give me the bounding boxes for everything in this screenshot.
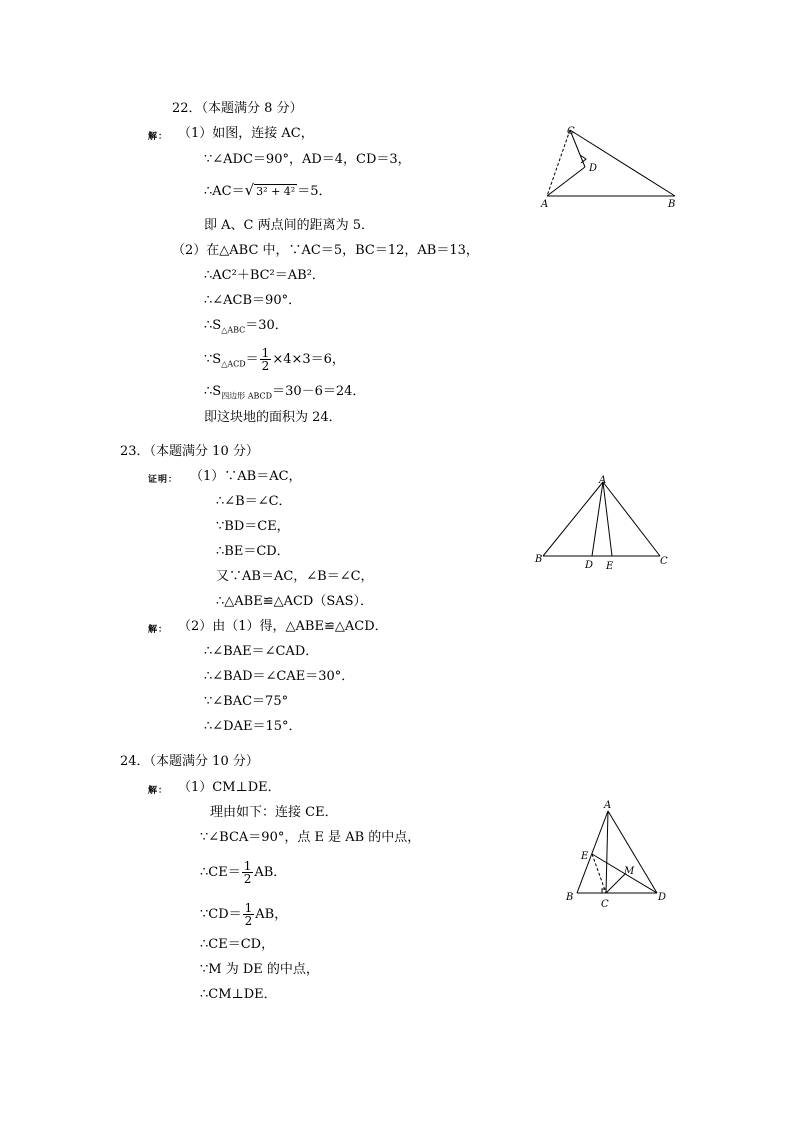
q23-line-8: ∴∠BAE＝∠CAD．: [204, 644, 319, 659]
q23-line-5: 又∵AB＝AC，∠B＝∠C，: [216, 569, 374, 584]
q24-label-d: D: [658, 892, 667, 903]
q22-label-a: A: [541, 199, 549, 210]
q24-line-3: ∵∠BCA＝90°，点 E 是 AB 的中点，: [200, 830, 421, 845]
q22-line-9: [204, 347, 345, 373]
fraction-numerator: 1: [244, 901, 253, 915]
q22-line-3-suffix: ＝5．: [297, 184, 332, 199]
q22-line-10: [204, 384, 365, 405]
q22-label-c: C: [567, 126, 575, 137]
q22-label-b: B: [668, 199, 676, 210]
fraction-denominator: 2: [243, 872, 252, 886]
q23-line-7: （2）由（1）得，△ABE≌△ACD．: [178, 619, 388, 634]
q23-line-10: ∵∠BAC＝75°: [204, 694, 289, 709]
q24-line-4-prefix: ∴CE＝: [200, 865, 241, 880]
q22-header: 22．（本题满分 8 分）: [172, 101, 303, 116]
q24-fraction-1: [242, 860, 254, 885]
q22-line-6: ∴AC²＋BC²＝AB²．: [204, 268, 325, 283]
q23-line-3: ∵BD＝CE，: [216, 519, 290, 534]
q24-triangle-figure: [560, 797, 680, 912]
q23-solution-label: 解：: [148, 625, 169, 635]
q22-line-3: [204, 182, 331, 200]
q22-line-3-prefix: ∴AC＝: [204, 184, 245, 199]
q23-label-e: E: [606, 561, 614, 572]
fraction-denominator: 2: [244, 914, 253, 928]
q22-label-d: D: [589, 163, 598, 174]
q22-line-3-radicand: 3² + 4²: [256, 185, 296, 198]
q22-line-10-subscript: 四边形 ABCD: [221, 391, 273, 401]
q24-line-7: ∵M 为 DE 的中点，: [200, 962, 319, 977]
fraction-numerator: 1: [261, 346, 270, 360]
q24-label-m: M: [624, 866, 635, 877]
q23-triangle-figure: [530, 472, 675, 572]
q24-line-8: ∴CM⊥DE．: [200, 987, 277, 1002]
q24-header: 24．（本题满分 10 分）: [120, 754, 259, 769]
q22-line-4: 即 A、C 两点间的距离为 5．: [204, 218, 375, 233]
q24-line-1: （1）CM⊥DE．: [178, 780, 281, 795]
q22-line-11: 即这块地的面积为 24．: [204, 410, 342, 425]
q22-fraction: [260, 347, 272, 372]
q24-fraction-2: [243, 902, 255, 927]
q24-label-c: C: [601, 899, 609, 910]
q22-line-5: （2）在△ABC 中，∵AC＝5，BC＝12，AB＝13，: [172, 243, 479, 258]
q22-line-10-suffix: ＝30－6＝24．: [272, 384, 366, 399]
q23-label-c: C: [660, 556, 668, 567]
q22-line-8: [204, 318, 288, 339]
q24-solution-label: 解：: [148, 786, 169, 796]
q23-line-1: （1）∵AB＝AC，: [190, 469, 302, 484]
q22-line-9-suffix: ×4×3＝6，: [272, 352, 345, 367]
q23-line-9: ∴∠BAD＝∠CAE＝30°．: [204, 669, 355, 684]
q24-line-6: ∴CE＝CD，: [200, 937, 275, 952]
q23-label-d: D: [585, 560, 594, 571]
q22-line-9-equals: ＝: [245, 352, 259, 367]
q24-label-e: E: [581, 851, 589, 862]
q24-line-5: [200, 902, 287, 927]
q23-line-6: ∴△ABE≌△ACD（SAS）．: [216, 594, 374, 609]
q24-label-a: A: [604, 800, 612, 811]
q23-line-4: ∴BE＝CD．: [216, 544, 290, 559]
q22-line-8-subscript: △ABC: [221, 325, 246, 335]
q23-line-11: ∴∠DAE＝15°．: [204, 719, 302, 734]
q22-line-9-subscript: △ACD: [221, 359, 246, 369]
q24-line-5-suffix: AB，: [255, 907, 288, 922]
q22-solution-label: 解：: [148, 132, 169, 142]
q24-line-5-prefix: ∵CD＝: [200, 907, 242, 922]
q22-line-1: （1）如图，连接 AC，: [178, 126, 314, 141]
q24-line-4: [200, 860, 286, 885]
q22-line-2: ∵∠ADC＝90°，AD＝4，CD＝3，: [204, 152, 411, 167]
q22-quadrilateral-figure: [535, 122, 685, 212]
q22-line-8-suffix: ＝30．: [245, 318, 288, 333]
q22-line-7: ∴∠ACB＝90°．: [204, 293, 302, 308]
q22-line-8-prefix: ∴S: [204, 318, 222, 333]
fraction-denominator: 2: [261, 359, 270, 373]
q22-line-10-prefix: ∴S: [204, 384, 222, 399]
q23-proof-label: 证明：: [148, 475, 179, 485]
sqrt-sign: √: [244, 181, 255, 199]
q24-label-b: B: [566, 892, 574, 903]
q23-label-a: A: [599, 475, 607, 486]
q23-header: 23．（本题满分 10 分）: [120, 444, 259, 459]
q24-line-4-suffix: AB．: [254, 865, 287, 880]
q23-label-b: B: [535, 554, 543, 565]
q22-line-9-prefix: ∵S: [204, 352, 222, 367]
q24-line-2: 理由如下：连接 CE．: [210, 805, 338, 820]
q23-line-2: ∴∠B＝∠C．: [216, 494, 292, 509]
fraction-numerator: 1: [243, 859, 252, 873]
